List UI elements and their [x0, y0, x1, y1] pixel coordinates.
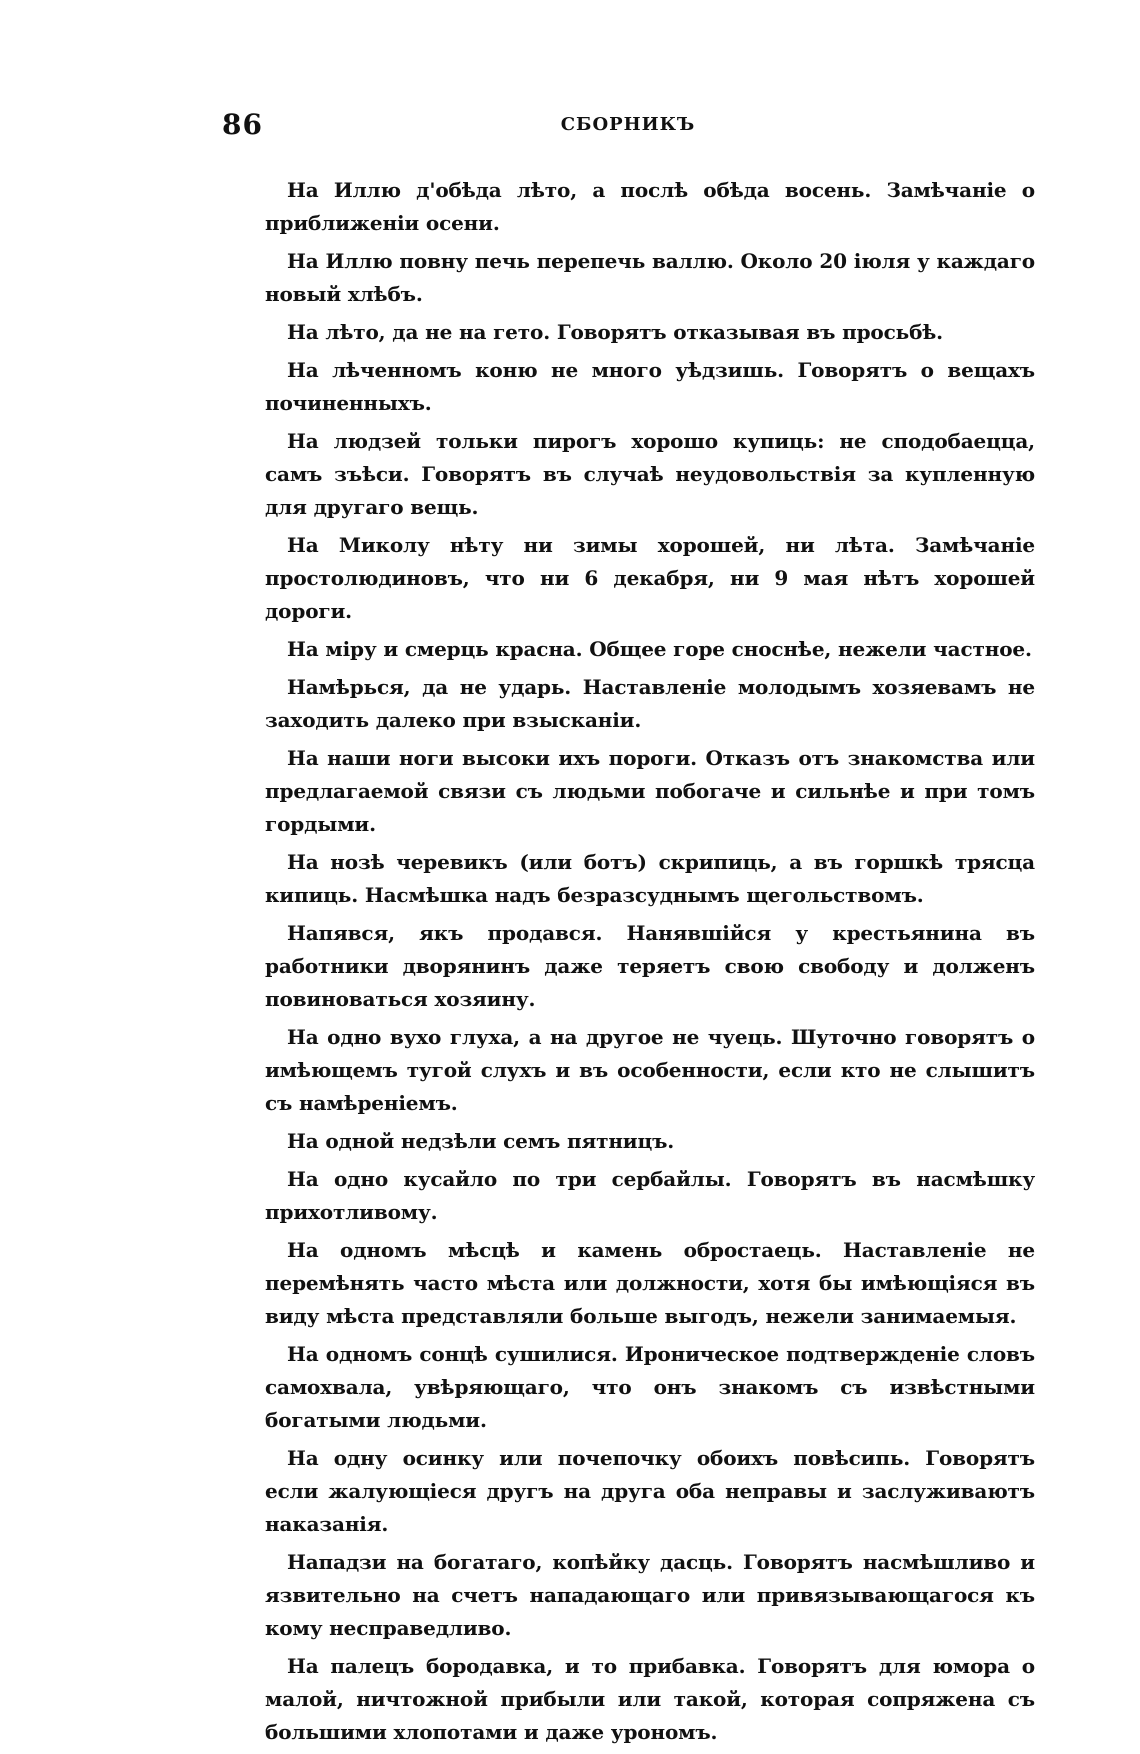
proverb-entry: На палецъ бородавка, и то прибавка. Говорятъ для юмора о малой, ничтожной прибыли или такой, которая сопряжена съ большими хлопотами и даже урономъ. [265, 1654, 1035, 1744]
proverb-entry: Напявся, якъ продався. Нанявшійся у крестьянина въ работники дворянинъ даже теряетъ свою свободу и долженъ повиноваться хозяину. [265, 921, 1035, 1011]
page-number: 86 [222, 108, 263, 141]
proverb-entry: На Иллю повну печь перепечь валлю. Около 20 іюля у каждаго новый хлѣбъ. [265, 249, 1035, 306]
proverb-entry: На одно кусайло по три сербайлы. Говорятъ въ насмѣшку прихотливому. [265, 1167, 1035, 1224]
proverb-entry: На одномъ сонцѣ сушилися. Ироническое подтвержденіе словъ самохвала, увѣряющаго, что онъ знакомъ съ извѣстными богатыми людьми. [265, 1342, 1035, 1432]
proverb-entry: На наши ноги высоки ихъ пороги. Отказъ отъ знакомства или предлагаемой связи съ людьми побогаче и сильнѣе и при томъ гордыми. [265, 746, 1035, 836]
proverb-entry: На лѣто, да не на гето. Говорятъ отказывая въ просьбѣ. [287, 320, 943, 344]
proverb-list [265, 174, 1035, 1754]
proverb-entry: На людзей тольки пирогъ хорошо купиць: не сподобаецца, самъ зъѣси. Говорятъ въ случаѣ неудовольствія за купленную для другаго вещь. [265, 429, 1035, 519]
proverb-entry: На одно вухо глуха, а на другое не чуець. Шуточно говорятъ о имѣющемъ тугой слухъ и въ особенности, если кто не слышитъ съ намѣреніемъ. [265, 1025, 1035, 1115]
proverb-entry: На одной недзѣли семъ пятницъ. [287, 1129, 675, 1153]
proverb-entry: На Иллю д'обѣда лѣто, а послѣ обѣда восень. Замѣчаніе о приближеніи осени. [265, 178, 1035, 235]
running-title: СБОРНИКЪ [560, 114, 696, 135]
page-header [222, 108, 1034, 148]
proverb-entry: Нападзи на богатаго, копѣйку дасць. Говорятъ насмѣшливо и язвительно на счетъ нападающаго или привязывающагося къ кому несправедливо. [265, 1550, 1035, 1640]
proverb-entry: Намѣрься, да не ударь. Наставленіе молодымъ хозяевамъ не заходить далеко при взысканіи. [265, 675, 1035, 732]
proverb-entry: На Миколу нѣту ни зимы хорошей, ни лѣта. Замѣчаніе простолюдиновъ, что ни 6 декабря, ни 9 мая нѣтъ хорошей дороги. [265, 533, 1035, 623]
proverb-entry: На міру и смерць красна. Общее горе сноснѣе, нежели частное. [287, 637, 1032, 661]
proverb-entry: На одномъ мѣсцѣ и камень обростаець. Наставленіе не перемѣнять часто мѣста или должности, хотя бы имѣющіяся въ виду мѣста представляли больше выгодъ, нежели занимаемыя. [265, 1238, 1035, 1328]
proverb-entry: На лѣченномъ коню не много уѣдзишь. Говорятъ о вещахъ починенныхъ. [265, 358, 1035, 415]
proverb-entry: На одну осинку или почепочку обоихъ повѣсипь. Говорятъ если жалующіеся другъ на друга оба неправы и заслуживаютъ наказанія. [265, 1446, 1035, 1536]
proverb-entry: На нозѣ черевикъ (или ботъ) скрипиць, а въ горшкѣ трясца кипиць. Насмѣшка надъ безразсуднымъ щегольствомъ. [265, 850, 1035, 907]
